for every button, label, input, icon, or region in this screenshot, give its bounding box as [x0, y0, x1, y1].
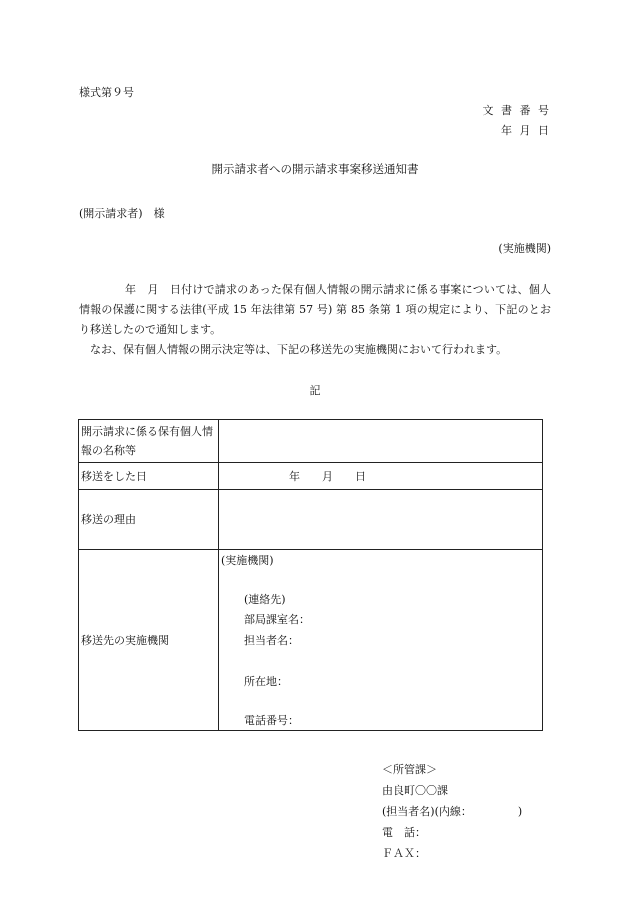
department-contact-line [382, 801, 522, 822]
table-row [79, 490, 543, 550]
label-destination-agency: 移送先の実施機関 [79, 550, 219, 731]
document-date-label: 年 月 日 [501, 124, 551, 137]
date-day: 日 [355, 469, 366, 483]
date-month: 月 [322, 469, 333, 483]
transfer-details-table [78, 419, 543, 731]
value-destination-agency [219, 550, 543, 731]
addressee: (開示請求者) 様 [79, 207, 165, 220]
department-heading: ＜所管課＞ [382, 763, 437, 776]
document-title: 開示請求者への開示請求事案移送通知書 [211, 162, 419, 176]
dest-person-label: 担当者名： [244, 634, 299, 647]
value-transfer-reason [219, 490, 543, 550]
date-year: 年 [289, 469, 300, 483]
person-label: (担当者名) [382, 805, 435, 818]
dest-address-label: 所在地： [244, 675, 288, 688]
extension-label: (内線： [434, 805, 472, 818]
body-text [79, 280, 551, 360]
dest-dept-label: 部局課室名： [244, 613, 310, 626]
issuing-agency: (実施機関) [498, 242, 551, 255]
label-transfer-reason: 移送の理由 [79, 490, 219, 550]
value-transfer-date [219, 463, 543, 490]
department-fax: ＦＡＸ： [382, 847, 426, 860]
document-number-label: 文 書 番 号 [482, 104, 551, 117]
ki-heading: 記 [309, 384, 321, 397]
body-paragraph-1: 年 月 日付けで請求のあった保有個人情報の開示請求に係る事案については、個人情報の保護に関する法律(平成 15 年法律第 57 号) 第 85 条第 1 項の規定により、下記のとおり移送したので通知します。 [79, 283, 551, 336]
dest-agency-label: (実施機関) [221, 554, 274, 567]
table-row [79, 463, 543, 490]
table-row [79, 550, 543, 731]
responsible-department [382, 759, 522, 864]
dest-contact-label: (連絡先) [244, 593, 286, 606]
table-row [79, 420, 543, 463]
department-name: 由良町〇〇課 [382, 784, 448, 797]
body-paragraph-2: なお、保有個人情報の開示決定等は、下記の移送先の実施機関において行われます。 [90, 343, 508, 356]
form-number: 様式第９号 [79, 86, 134, 99]
dest-phone-label: 電話番号： [244, 714, 299, 727]
label-transfer-date: 移送をした日 [79, 463, 219, 490]
label-info-name: 開示請求に係る保有個人情報の名称等 [79, 420, 219, 463]
extension-close: ) [517, 805, 523, 818]
department-phone: 電 話： [382, 826, 426, 839]
value-info-name [219, 420, 543, 463]
